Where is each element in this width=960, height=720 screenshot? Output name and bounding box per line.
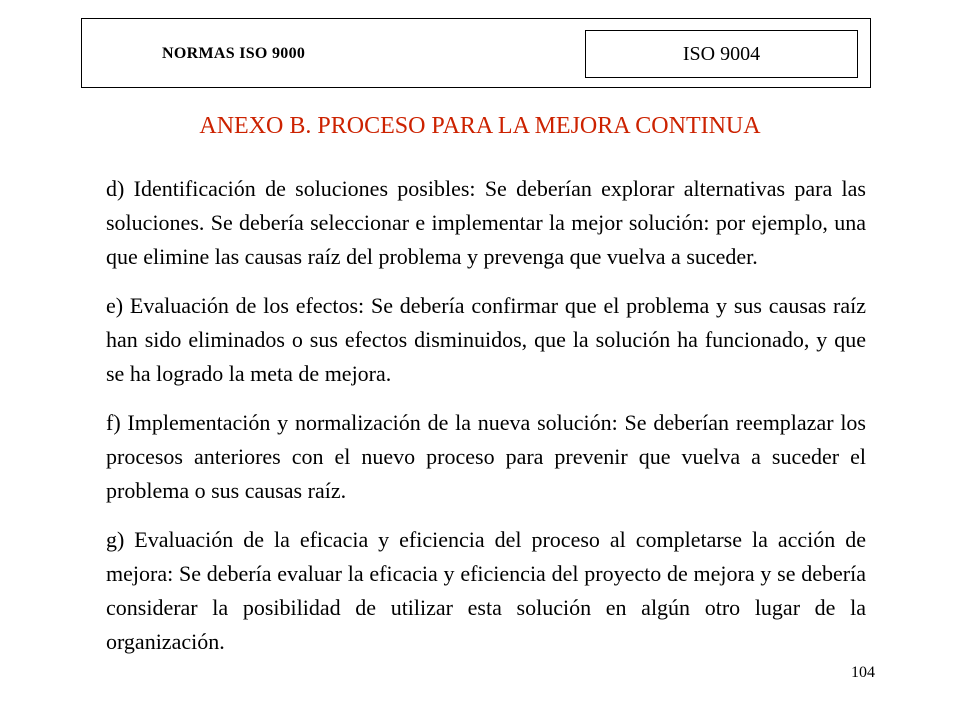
annex-title: ANEXO B. PROCESO PARA LA MEJORA CONTINUA [199, 113, 761, 139]
header-standards-label: NORMAS ISO 9000 [162, 45, 306, 62]
paragraph-d: d) Identificación de soluciones posibles: Se deberían explorar alternativas para las soluciones. Se debería seleccionar e implementar la mejor solución: por ejemplo, una que elimine las causas raíz del problema y prevenga que vuelva a suceder. [106, 176, 866, 269]
header-box [81, 18, 871, 88]
body-text [106, 172, 866, 674]
paragraph-f: f) Implementación y normalización de la nueva solución: Se deberían reemplazar los procesos anteriores con el nuevo proceso para prevenir que vuelva a suceder el problema o sus causas raíz. [106, 410, 866, 503]
paragraph-g: g) Evaluación de la eficacia y eficiencia del proceso al completarse la acción de mejora: Se debería evaluar la eficacia y eficiencia del proyecto de mejora y se debería considerar la posibilidad de utilizar esta solución en algún otro lugar de la organización. [106, 527, 866, 654]
page-number: 104 [851, 664, 875, 681]
paragraph-e: e) Evaluación de los efectos: Se debería confirmar que el problema y sus causas raíz han sido eliminados o sus efectos disminuidos, que la solución ha funcionado, y que se ha logrado la meta de mejora. [106, 293, 866, 386]
header-iso-label-box [585, 30, 858, 78]
header-iso-label: ISO 9004 [682, 42, 761, 65]
